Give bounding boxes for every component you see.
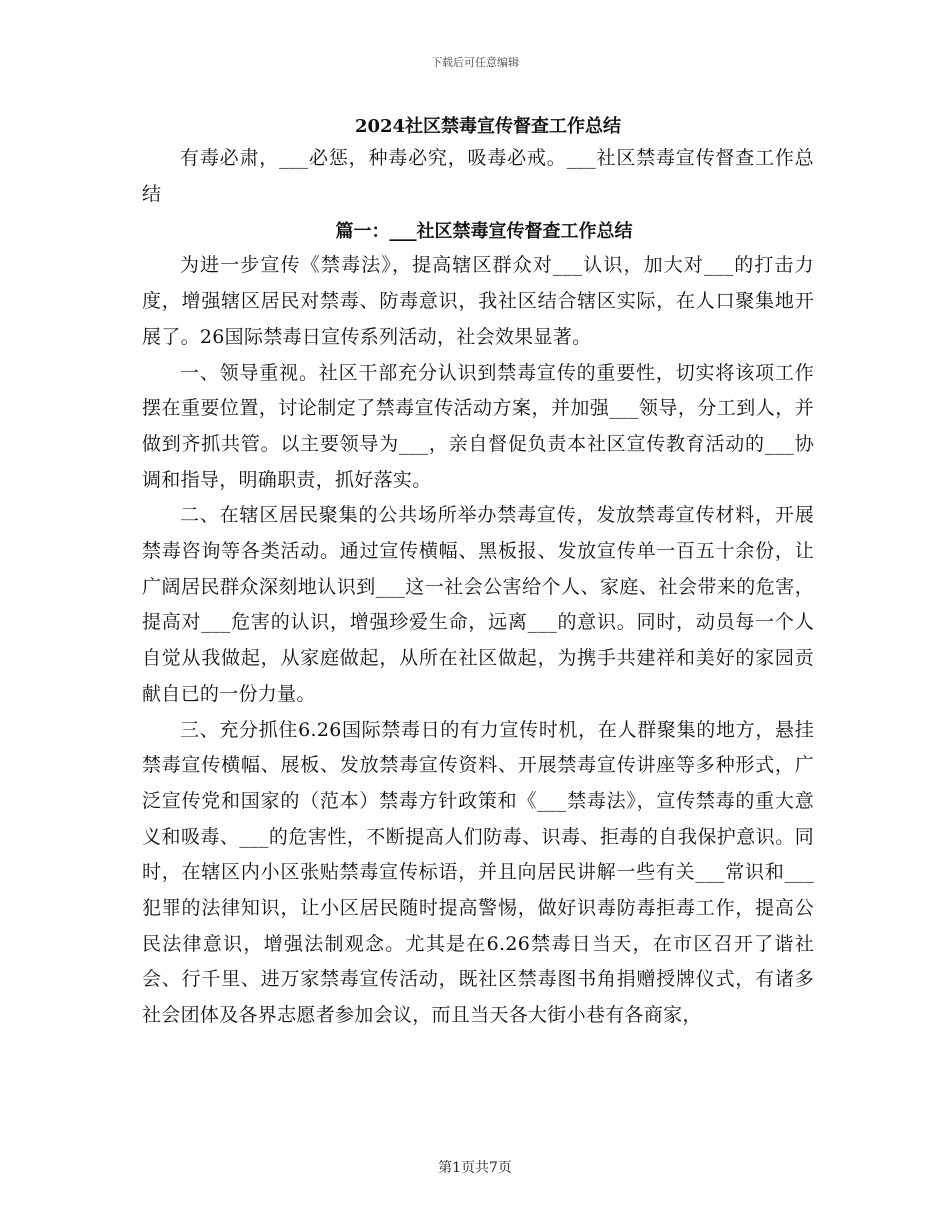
- section-title: 篇一：___社区禁毒宣传督查工作总结: [335, 221, 633, 243]
- page-number: 第1页共7页: [438, 1160, 512, 1176]
- paragraph-3: 二、在辖区居民聚集的公共场所举办禁毒宣传，发放禁毒宣传材料，开展禁毒咨询等各类活动。通过宣传横幅、黑板报、发放宣传单一百五十余份，让广阔居民群众深刻地认识到___这一社会公害给个人、家庭、社会带来的危害，提高对___危害的认识，增强珍爱生命，远离___的意识。同时，动员每一个人自觉从我做起，从家庭做起，从所在社区做起，为携手共建祥和美好的家园贡献自已的一份力量。: [142, 504, 814, 705]
- paragraph-1: 为进一步宣传《禁毒法》，提高辖区群众对___认识，加大对___的打击力度，增强辖区居民对禁毒、防毒意识，我社区结合辖区实际，在人口聚集地开展了。26国际禁毒日宣传系列活动，社会效果显著。: [142, 254, 814, 348]
- paragraph-2: 一、领导重视。社区干部充分认识到禁毒宣传的重要性，切实将该项工作摆在重要位置，讨论制定了禁毒宣传活动方案，并加强___领导，分工到人，并做到齐抓共管。以主要领导为___，亲自督促负责本社区宣传教育活动的___协调和指导，明确职责，抓好落实。: [142, 361, 814, 491]
- document-title: 2024社区禁毒宣传督查工作总结: [354, 116, 622, 137]
- document-body: [142, 113, 814, 1034]
- header-note: 下载后可任意编辑: [431, 56, 519, 69]
- intro-paragraph: 有毒必肃，___必惩，种毒必究，吸毒必戒。___社区禁毒宣传督查工作总结: [142, 147, 814, 205]
- paragraph-4: 三、充分抓住6.26国际禁毒日的有力宣传时机，在人群聚集的地方，悬挂禁毒宣传横幅、展板、发放禁毒宣传资料、开展禁毒宣传讲座等多种形式，广泛宣传党和国家的（范本）禁毒方针政策和《___禁毒法》，宣传禁毒的重大意义和吸毒、___的危害性，不断提高人们防毒、识毒、拒毒的自我保护意识。同时，在辖区内小区张贴禁毒宣传标语，并且向居民讲解一些有关___常识和___犯罪的法律知识，让小区居民随时提高警惕，做好识毒防毒拒毒工作，提高公民法律意识，增强法制观念。尤其是在6.26禁毒日当天，在市区召开了谐社会、行千里、进万家禁毒宣传活动，既社区禁毒图书角捐赠授牌仪式，有诸多社会团体及各界志愿者参加会议，而且当天各大街小巷有各商家，: [142, 718, 814, 1027]
